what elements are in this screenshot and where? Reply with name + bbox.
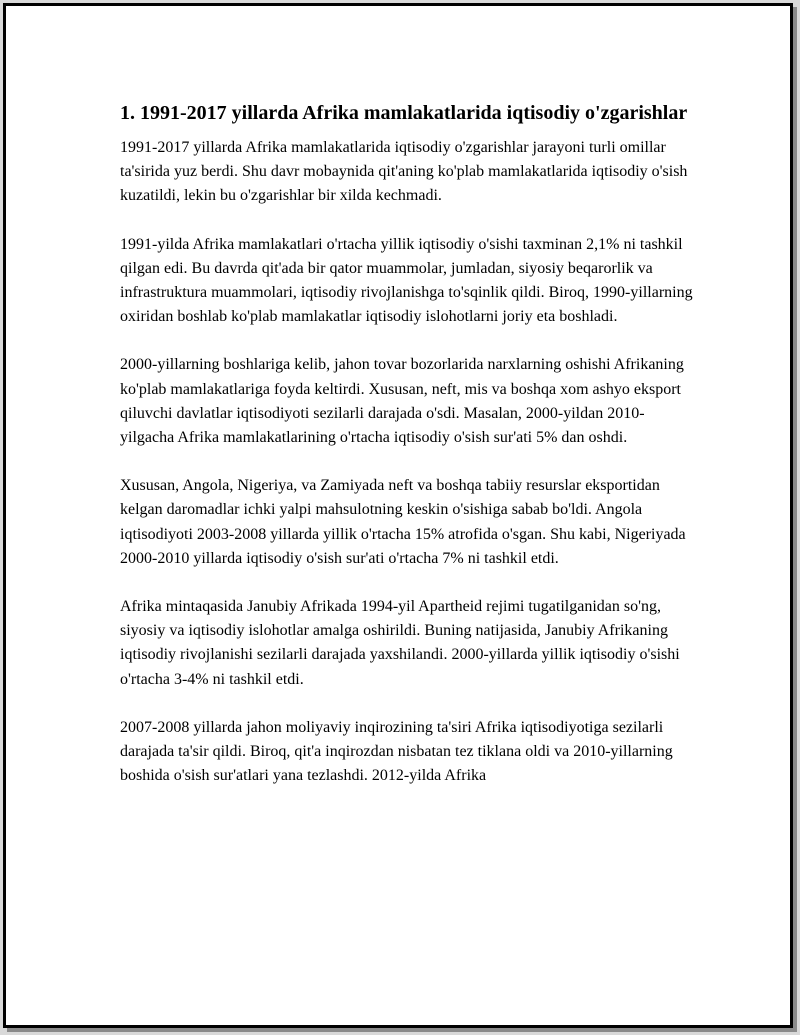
paragraph-6: 2007-2008 yillarda jahon moliyaviy inqirozining ta'siri Afrika iqtisodiyotiga sezilarli darajada ta'sir qildi. Biroq, qit'a inqirozdan nisbatan tez tiklana oldi va 2010-yillarning boshida o'sish sur'atlari yana tezlashdi. 2012-yilda Afrika [120,718,673,785]
document-page [3,3,793,1028]
paragraph-5: Afrika mintaqasida Janubiy Afrikada 1994-yil Apartheid rejimi tugatilganidan so'ng, siyosiy va iqtisodiy islohotlar amalga oshirildi. Buning natijasida, Janubiy Afrikaning iqtisodiy rivojlanishi sezilarli darajada yaxshilandi. 2000-yillarda yillik iqtisodiy o'sishi o'rtacha 3-4% ni tashkil etdi. [120,598,680,688]
document-body [120,97,695,812]
paragraph-1: 1991-2017 yillarda Afrika mamlakatlarida iqtisodiy o'zgarishlar jarayoni turli omillar ta'sirida yuz berdi. Shu davr mobaynida qit'aning ko'plab mamlakatlarida iqtisodiy o'sish kuzatildi, lekin bu o'zgarishlar bir xilda kechmadi. [120,139,688,205]
paragraph-4: Xususan, Angola, Nigeriya, va Zamiyada neft va boshqa tabiiy resurslar eksportidan kelgan daromadlar ichki yalpi mahsulotning keskin o'sishiga sabab bo'ldi. Angola iqtisodiyoti 2003-2008 yillarda yillik o'rtacha 15% atrofida o'sgan. Shu kabi, Nigeriyada 2000-2010 yillarda iqtisodiy o'sish sur'ati o'rtacha 7% ni tashkil etdi. [120,477,686,567]
paragraph-3: 2000-yillarning boshlariga kelib, jahon tovar bozorlarida narxlarning oshishi Afrikaning ko'plab mamlakatlariga foyda keltirdi. Xususan, neft, mis va boshqa xom ashyo eksport qiluvchi davlatlar iqtisodiyoti sezilarli darajada o'sdi. Masalan, 2000-yildan 2010-yilgacha Afrika mamlakatlarining o'rtacha iqtisodiy o'sish sur'ati 5% dan oshdi. [120,356,684,447]
section-heading: 1. 1991-2017 yillarda Afrika mamlakatlarida iqtisodiy o'zgarishlar [120,102,688,124]
paragraph-2: 1991-yilda Afrika mamlakatlari o'rtacha yillik iqtisodiy o'sishi taxminan 2,1% ni tashkil qilgan edi. Bu davrda qit'ada bir qator muammolar, jumladan, siyosiy beqarorlik va infrastruktura muammolari, iqtisodiy rivojlanishga to'sqinlik qildi. Biroq, 1990-yillarning oxiridan boshlab ko'plab mamlakatlar iqtisodiy islohotlarni joriy eta boshladi. [120,235,693,326]
